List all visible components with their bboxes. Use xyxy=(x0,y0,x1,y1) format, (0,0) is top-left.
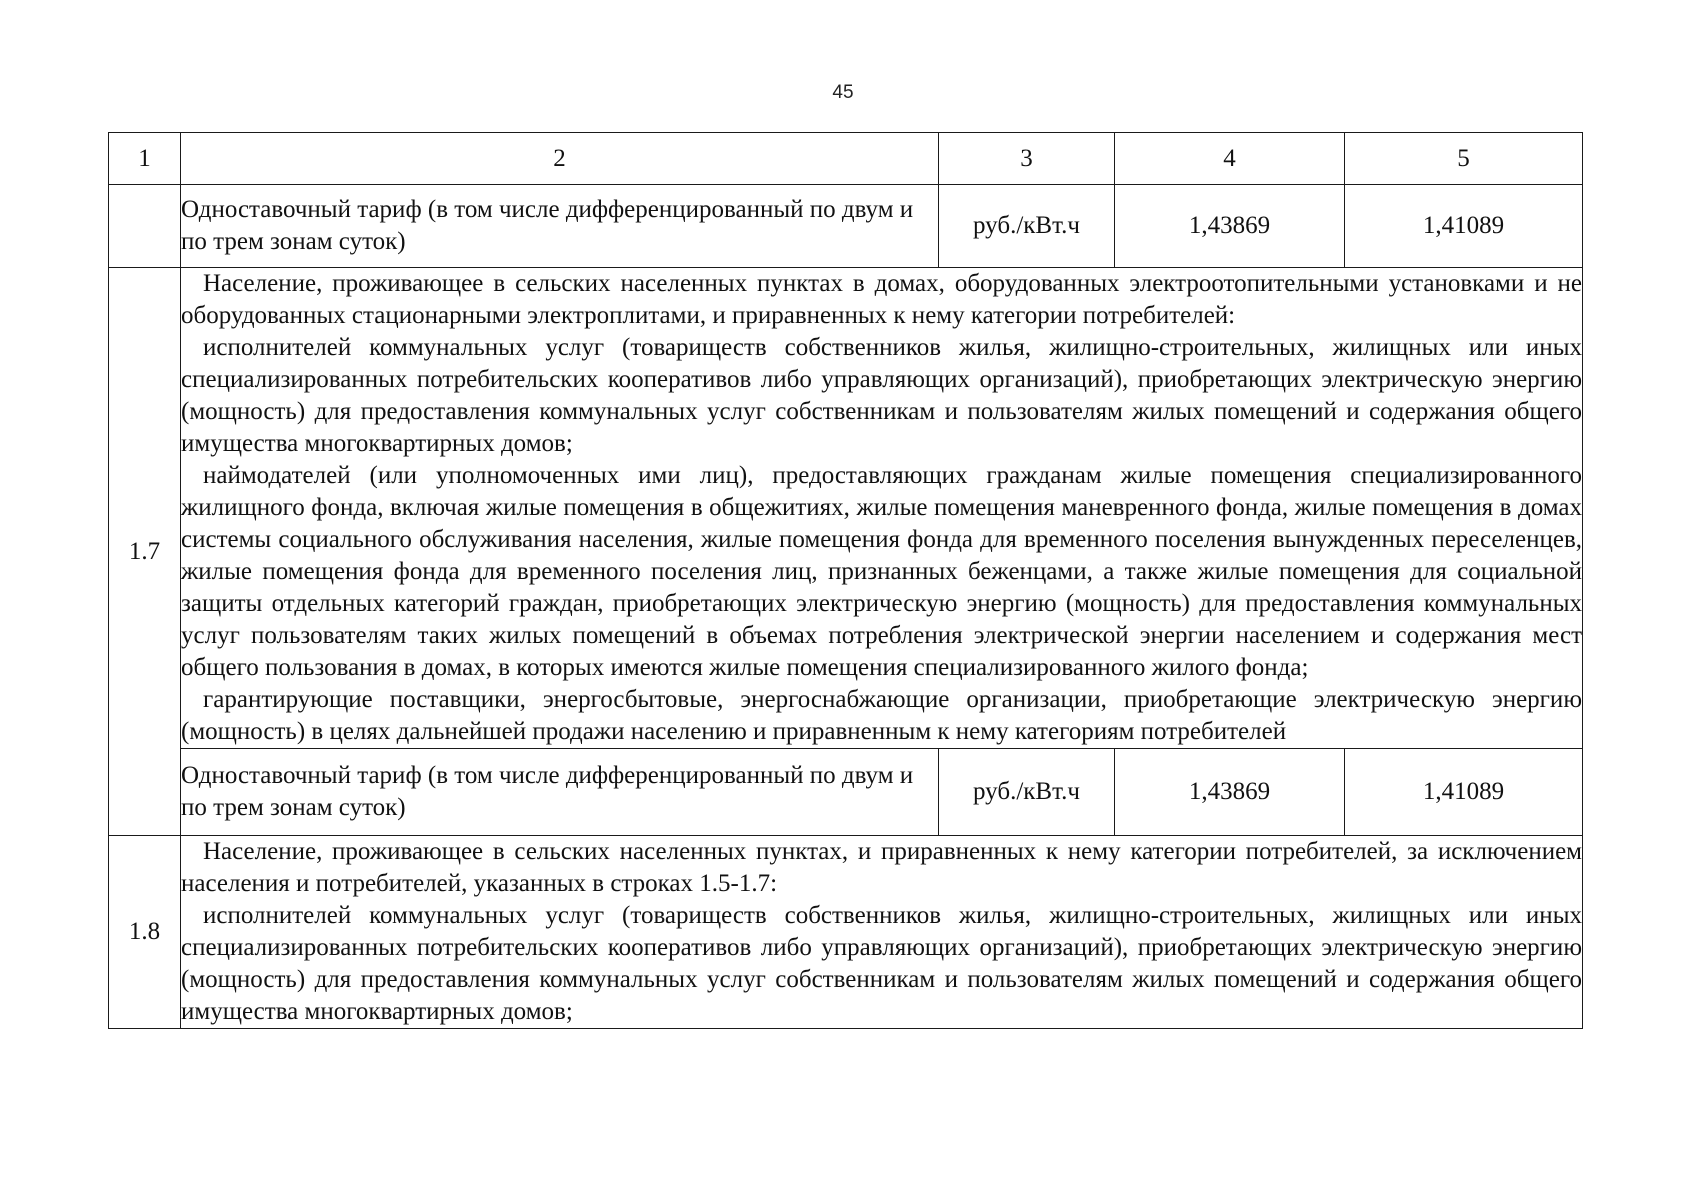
table-row xyxy=(109,836,1583,1029)
page-number: 45 xyxy=(832,82,854,103)
header-cell-1: 1 xyxy=(109,133,181,185)
header-cell-2: 2 xyxy=(181,133,939,185)
header-cell-3: 3 xyxy=(939,133,1115,185)
table-row xyxy=(109,185,1583,268)
table-row xyxy=(109,749,1583,836)
description-paragraph: Население, проживающее в сельских населенных пунктах, и приравненных к нему категории потребителей, за исключением населения и потребителей, указанных в строках 1.5-1.7: xyxy=(181,838,1582,897)
description-paragraph: исполнителей коммунальных услуг (товариществ собственников жилья, жилищно-строительных, жилищных или иных специализированных потребительских кооперативов либо управляющих организаций), приобретающих электрическую энергию (мощность) для предоставления коммунальных услуг собственникам и пользователям жилых помещений и содержания общего имущества многоквартирных домов; xyxy=(181,334,1582,457)
header-cell-5: 5 xyxy=(1345,133,1583,185)
unit-cell: руб./кВт.ч xyxy=(939,749,1115,836)
row-number-cell xyxy=(109,185,181,268)
value-cell-5: 1,41089 xyxy=(1345,749,1583,836)
description-paragraph: исполнителей коммунальных услуг (товариществ собственников жилья, жилищно-строительных, жилищных или иных специализированных потребительских кооперативов либо управляющих организаций), приобретающих электрическую энергию (мощность) для предоставления коммунальных услуг собственникам и пользователям жилых помещений и содержания общего имущества многоквартирных домов; xyxy=(181,902,1582,1025)
category-description-cell xyxy=(181,836,1583,1029)
description-paragraph: Население, проживающее в сельских населенных пунктах в домах, оборудованных электроотопительными установками и не оборудованных стационарными электроплитами, и приравненных к нему категории потребителей: xyxy=(181,270,1582,329)
value-cell-5: 1,41089 xyxy=(1345,185,1583,268)
category-description-cell xyxy=(181,268,1583,749)
tariff-name-cell: Одноставочный тариф (в том числе дифференцированный по двум и по трем зонам суток) xyxy=(181,185,939,268)
row-number-cell: 1.7 xyxy=(109,268,181,836)
description-paragraph: гарантирующие поставщики, энергосбытовые, энергоснабжающие организации, приобретающие электрическую энергию (мощность) в целях дальнейшей продажи населению и приравненным к нему категориям потребителей xyxy=(181,686,1582,745)
table-row xyxy=(109,268,1583,749)
value-cell-4: 1,43869 xyxy=(1115,185,1345,268)
value-cell-4: 1,43869 xyxy=(1115,749,1345,836)
tariff-name-cell: Одноставочный тариф (в том числе дифференцированный по двум и по трем зонам суток) xyxy=(181,749,939,836)
row-number-cell: 1.8 xyxy=(109,836,181,1029)
table-header-row xyxy=(109,133,1583,185)
tariff-table xyxy=(108,132,1583,1029)
unit-cell: руб./кВт.ч xyxy=(939,185,1115,268)
description-paragraph: наймодателей (или уполномоченных ими лиц), предоставляющих гражданам жилые помещения специализированного жилищного фонда, включая жилые помещения в общежитиях, жилые помещения маневренного фонда, жилые помещения в домах системы социального обслуживания населения, жилые помещения фонда для временного поселения вынужденных переселенцев, жилые помещения фонда для временного поселения лиц, признанных беженцами, а также жилые помещения для социальной защиты отдельных категорий граждан, приобретающих электрическую энергию (мощность) для предоставления коммунальных услуг пользователям таких жилых помещений в объемах потребления электрической энергии населением и содержания мест общего пользования в домах, в которых имеются жилые помещения специализированного жилого фонда; xyxy=(181,462,1582,681)
header-cell-4: 4 xyxy=(1115,133,1345,185)
